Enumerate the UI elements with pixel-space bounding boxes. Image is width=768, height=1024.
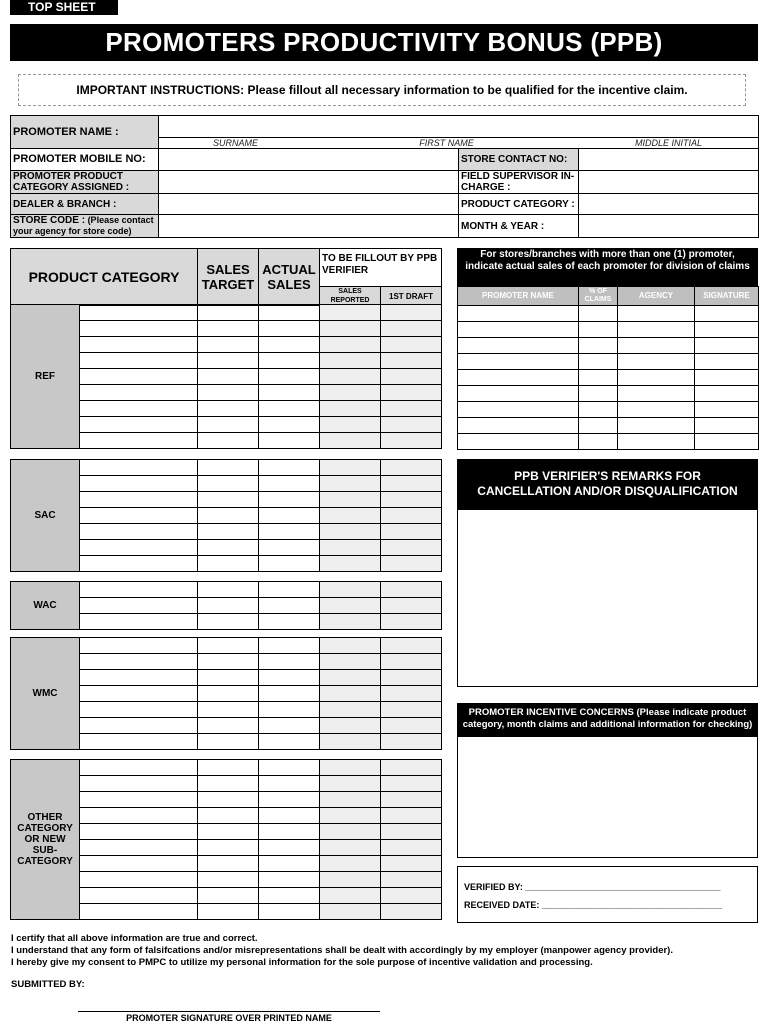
actual-sales-cell[interactable]: [259, 654, 320, 670]
table-row: [458, 386, 759, 402]
sub-category-cell[interactable]: [80, 776, 198, 792]
incentive-concerns-header: PROMOTER INCENTIVE CONCERNS (Please indicate product category, month claims and additional information for checking): [458, 704, 757, 737]
signature-line[interactable]: PROMOTER SIGNATURE OVER PRINTED NAME: [78, 1011, 380, 1023]
product-category-label: PRODUCT CATEGORY :: [459, 194, 579, 215]
claims-percent-cell[interactable]: [579, 338, 618, 354]
sales-target-cell[interactable]: [198, 401, 259, 417]
promoter-name-cell[interactable]: [458, 322, 579, 338]
sub-category-cell[interactable]: [80, 401, 198, 417]
actual-sales-cell[interactable]: [259, 718, 320, 734]
column-header: PROMOTER NAME: [458, 287, 579, 306]
agency-cell[interactable]: [618, 418, 695, 434]
column-header: % OF CLAIMS: [579, 287, 618, 306]
sub-category-cell[interactable]: [80, 638, 198, 654]
sub-category-cell[interactable]: [80, 614, 198, 630]
sub-category-cell[interactable]: [80, 582, 198, 598]
verifier-heading: TO BE FILLOUT BY PPB VERIFIER: [320, 249, 442, 287]
sales-target-cell[interactable]: [198, 460, 259, 476]
claims-percent-cell[interactable]: [579, 402, 618, 418]
promoter-name-cell[interactable]: [458, 386, 579, 402]
first-draft-cell[interactable]: [381, 824, 442, 840]
sales-target-heading: SALES TARGET: [198, 249, 259, 306]
signature-cell[interactable]: [695, 402, 759, 418]
sales-reported-heading: SALES REPORTED: [320, 287, 381, 306]
category-label: REF: [11, 305, 80, 449]
submitted-by-label: SUBMITTED BY:: [11, 979, 85, 990]
sales-target-cell[interactable]: [198, 888, 259, 904]
received-date-line[interactable]: RECEIVED DATE: ____________________________________: [464, 900, 723, 910]
sales-reported-cell[interactable]: [320, 417, 381, 433]
agency-cell[interactable]: [618, 354, 695, 370]
sales-target-cell[interactable]: [198, 718, 259, 734]
actual-sales-cell[interactable]: [259, 401, 320, 417]
actual-sales-cell[interactable]: [259, 492, 320, 508]
table-row: [458, 338, 759, 354]
sub-category-cell[interactable]: [80, 460, 198, 476]
sales-target-cell[interactable]: [198, 540, 259, 556]
actual-sales-cell[interactable]: [259, 904, 320, 920]
actual-sales-cell[interactable]: [259, 321, 320, 337]
category-label: WMC: [11, 638, 80, 750]
sales-reported-cell[interactable]: [320, 718, 381, 734]
sales-reported-cell[interactable]: [320, 433, 381, 449]
category-label: SAC: [11, 460, 80, 572]
certify-line: I hereby give my consent to PMPC to utilize my personal information for the sole purpose of incentive validation and processing.: [11, 957, 593, 968]
signature-cell[interactable]: [695, 418, 759, 434]
sales-target-cell[interactable]: [198, 492, 259, 508]
first-draft-cell[interactable]: [381, 856, 442, 872]
sub-category-cell[interactable]: [80, 654, 198, 670]
claims-percent-cell[interactable]: [579, 322, 618, 338]
dealer-branch-label: DEALER & BRANCH :: [11, 194, 159, 215]
category-group-table: [10, 304, 442, 449]
field-supervisor-field[interactable]: [579, 171, 759, 194]
signature-cell[interactable]: [695, 434, 759, 450]
store-contact-field[interactable]: [579, 149, 759, 171]
table-row: [458, 418, 759, 434]
sales-reported-cell[interactable]: [320, 460, 381, 476]
column-header: SIGNATURE: [695, 287, 759, 306]
actual-sales-cell[interactable]: [259, 686, 320, 702]
table-row: [458, 434, 759, 450]
sales-reported-cell[interactable]: [320, 888, 381, 904]
actual-sales-cell[interactable]: [259, 556, 320, 572]
sales-target-cell[interactable]: [198, 792, 259, 808]
table-row: [458, 306, 759, 322]
sales-target-cell[interactable]: [198, 598, 259, 614]
dealer-branch-field[interactable]: [159, 194, 459, 215]
sales-target-cell[interactable]: [198, 385, 259, 401]
top-sheet-label: TOP SHEET: [10, 0, 118, 15]
promoter-name-label: PROMOTER NAME :: [11, 116, 159, 149]
first-draft-cell[interactable]: [381, 476, 442, 492]
first-draft-heading: 1ST DRAFT: [381, 287, 442, 306]
first-draft-cell[interactable]: [381, 524, 442, 540]
first-draft-cell[interactable]: [381, 305, 442, 321]
sub-category-cell[interactable]: [80, 508, 198, 524]
sales-reported-cell[interactable]: [320, 508, 381, 524]
sales-reported-cell[interactable]: [320, 734, 381, 750]
claims-percent-cell[interactable]: [579, 418, 618, 434]
sub-category-cell[interactable]: [80, 808, 198, 824]
month-year-label: MONTH & YEAR :: [459, 215, 579, 238]
agency-cell[interactable]: [618, 402, 695, 418]
sub-category-cell[interactable]: [80, 734, 198, 750]
incentive-concerns-box[interactable]: [457, 703, 758, 858]
verifier-remarks-header: PPB VERIFIER'S REMARKS FOR CANCELLATION AND/OR DISQUALIFICATION: [458, 460, 757, 510]
sub-category-cell[interactable]: [80, 492, 198, 508]
first-draft-cell[interactable]: [381, 776, 442, 792]
sales-reported-cell[interactable]: [320, 524, 381, 540]
sales-target-cell[interactable]: [198, 582, 259, 598]
first-draft-cell[interactable]: [381, 417, 442, 433]
actual-sales-cell[interactable]: [259, 337, 320, 353]
table-row: [11, 582, 442, 598]
first-draft-cell[interactable]: [381, 385, 442, 401]
sub-category-cell[interactable]: [80, 417, 198, 433]
sales-reported-cell[interactable]: [320, 760, 381, 776]
sub-category-cell[interactable]: [80, 904, 198, 920]
table-row: [11, 760, 442, 776]
store-code-field[interactable]: [159, 215, 459, 238]
actual-sales-cell[interactable]: [259, 540, 320, 556]
sales-reported-cell[interactable]: [320, 840, 381, 856]
sales-target-cell[interactable]: [198, 508, 259, 524]
sub-category-cell[interactable]: [80, 792, 198, 808]
first-draft-cell[interactable]: [381, 582, 442, 598]
sub-category-cell[interactable]: [80, 872, 198, 888]
sales-reported-cell[interactable]: [320, 904, 381, 920]
first-draft-cell[interactable]: [381, 638, 442, 654]
sales-reported-cell[interactable]: [320, 792, 381, 808]
actual-sales-cell[interactable]: [259, 582, 320, 598]
month-year-field[interactable]: [579, 215, 759, 238]
verified-by-line[interactable]: VERIFIED BY: _______________________________________: [464, 882, 721, 892]
claims-percent-cell[interactable]: [579, 370, 618, 386]
actual-sales-cell[interactable]: [259, 888, 320, 904]
sales-reported-cell[interactable]: [320, 337, 381, 353]
actual-sales-cell[interactable]: [259, 369, 320, 385]
category-label: OTHER CATEGORY OR NEW SUB-CATEGORY: [11, 760, 80, 920]
first-draft-cell[interactable]: [381, 321, 442, 337]
sales-reported-cell[interactable]: [320, 353, 381, 369]
store-code-label: STORE CODE : (Please contact your agency for store code): [11, 215, 159, 238]
sub-category-cell[interactable]: [80, 540, 198, 556]
sales-reported-cell[interactable]: [320, 369, 381, 385]
sales-target-cell[interactable]: [198, 353, 259, 369]
surname-caption: SURNAME: [213, 138, 259, 148]
first-draft-cell[interactable]: [381, 401, 442, 417]
actual-sales-cell[interactable]: [259, 702, 320, 718]
first-draft-cell[interactable]: [381, 686, 442, 702]
sales-target-cell[interactable]: [198, 476, 259, 492]
page-title: PROMOTERS PRODUCTIVITY BONUS (PPB): [10, 24, 758, 61]
table-row: [458, 402, 759, 418]
claims-percent-cell[interactable]: [579, 386, 618, 402]
sales-reported-cell[interactable]: [320, 582, 381, 598]
actual-sales-cell[interactable]: [259, 508, 320, 524]
actual-sales-cell[interactable]: [259, 792, 320, 808]
sales-target-cell[interactable]: [198, 776, 259, 792]
promoter-name-cell[interactable]: [458, 402, 579, 418]
sales-target-cell[interactable]: [198, 433, 259, 449]
sales-reported-cell[interactable]: [320, 614, 381, 630]
sales-target-cell[interactable]: [198, 702, 259, 718]
sub-category-cell[interactable]: [80, 369, 198, 385]
category-group-table: [10, 759, 442, 920]
first-draft-cell[interactable]: [381, 654, 442, 670]
first-draft-cell[interactable]: [381, 492, 442, 508]
first-draft-cell[interactable]: [381, 760, 442, 776]
multi-promoter-table: [457, 286, 759, 450]
first-name-caption: FIRST NAME: [419, 138, 474, 148]
first-draft-cell[interactable]: [381, 369, 442, 385]
signature-cell[interactable]: [695, 338, 759, 354]
sales-target-cell[interactable]: [198, 556, 259, 572]
sub-category-cell[interactable]: [80, 353, 198, 369]
field-supervisor-label: FIELD SUPERVISOR IN-CHARGE :: [459, 171, 579, 194]
sub-category-cell[interactable]: [80, 305, 198, 321]
sub-category-cell[interactable]: [80, 385, 198, 401]
agency-cell[interactable]: [618, 370, 695, 386]
sales-reported-cell[interactable]: [320, 824, 381, 840]
first-draft-cell[interactable]: [381, 353, 442, 369]
sub-category-cell[interactable]: [80, 321, 198, 337]
actual-sales-cell[interactable]: [259, 840, 320, 856]
sales-reported-cell[interactable]: [320, 856, 381, 872]
actual-sales-cell[interactable]: [259, 808, 320, 824]
table-row: [11, 638, 442, 654]
sales-reported-cell[interactable]: [320, 476, 381, 492]
first-draft-cell[interactable]: [381, 888, 442, 904]
actual-sales-cell[interactable]: [259, 760, 320, 776]
sub-category-cell[interactable]: [80, 598, 198, 614]
sales-reported-cell[interactable]: [320, 686, 381, 702]
mobile-label: PROMOTER MOBILE NO:: [11, 149, 159, 171]
first-draft-cell[interactable]: [381, 598, 442, 614]
sub-category-cell[interactable]: [80, 856, 198, 872]
promoter-info-table: [10, 115, 759, 238]
sales-target-cell[interactable]: [198, 337, 259, 353]
category-header: [10, 248, 442, 306]
sub-category-cell[interactable]: [80, 760, 198, 776]
signature-cell[interactable]: [695, 354, 759, 370]
sales-reported-cell[interactable]: [320, 305, 381, 321]
sales-reported-cell[interactable]: [320, 638, 381, 654]
verifier-remarks-box[interactable]: [457, 459, 758, 687]
table-row: [11, 460, 442, 476]
category-assigned-field[interactable]: [159, 171, 459, 194]
sales-target-cell[interactable]: [198, 524, 259, 540]
signature-cell[interactable]: [695, 370, 759, 386]
category-group-table: [10, 581, 442, 630]
actual-sales-cell[interactable]: [259, 460, 320, 476]
sub-category-cell[interactable]: [80, 476, 198, 492]
certify-line: I certify that all above information are true and correct.: [11, 933, 258, 944]
important-instructions: IMPORTANT INSTRUCTIONS: Please fillout all necessary information to be qualified for the incentive claim.: [18, 74, 746, 106]
sub-category-cell[interactable]: [80, 686, 198, 702]
table-row: [458, 354, 759, 370]
sub-category-cell[interactable]: [80, 433, 198, 449]
sales-reported-cell[interactable]: [320, 385, 381, 401]
sub-category-cell[interactable]: [80, 888, 198, 904]
agency-cell[interactable]: [618, 306, 695, 322]
agency-cell[interactable]: [618, 322, 695, 338]
verification-box: [457, 866, 758, 923]
sales-target-cell[interactable]: [198, 872, 259, 888]
store-contact-label: STORE CONTACT NO:: [459, 149, 579, 171]
first-draft-cell[interactable]: [381, 808, 442, 824]
actual-sales-cell[interactable]: [259, 524, 320, 540]
first-draft-cell[interactable]: [381, 540, 442, 556]
mobile-field[interactable]: [159, 149, 459, 171]
table-row: [458, 370, 759, 386]
sales-target-cell[interactable]: [198, 305, 259, 321]
actual-sales-cell[interactable]: [259, 638, 320, 654]
sub-category-cell[interactable]: [80, 824, 198, 840]
multi-promoter-header: For stores/branches with more than one (1) promoter, indicate actual sales of each promoter for division of claims: [457, 248, 758, 286]
first-draft-cell[interactable]: [381, 670, 442, 686]
sales-target-cell[interactable]: [198, 638, 259, 654]
first-draft-cell[interactable]: [381, 718, 442, 734]
sales-target-cell[interactable]: [198, 824, 259, 840]
actual-sales-cell[interactable]: [259, 476, 320, 492]
actual-sales-cell[interactable]: [259, 385, 320, 401]
promoter-name-cell[interactable]: [458, 370, 579, 386]
sales-target-cell[interactable]: [198, 686, 259, 702]
actual-sales-cell[interactable]: [259, 433, 320, 449]
sales-reported-cell[interactable]: [320, 670, 381, 686]
first-draft-cell[interactable]: [381, 702, 442, 718]
agency-cell[interactable]: [618, 386, 695, 402]
sales-reported-cell[interactable]: [320, 654, 381, 670]
promoter-name-cell[interactable]: [458, 434, 579, 450]
category-assigned-label: PROMOTER PRODUCT CATEGORY ASSIGNED :: [11, 171, 159, 194]
sales-reported-cell[interactable]: [320, 556, 381, 572]
sales-target-cell[interactable]: [198, 614, 259, 630]
promoter-name-field[interactable]: [159, 116, 759, 138]
sales-target-cell[interactable]: [198, 417, 259, 433]
sales-reported-cell[interactable]: [320, 540, 381, 556]
first-draft-cell[interactable]: [381, 556, 442, 572]
sales-target-cell[interactable]: [198, 670, 259, 686]
first-draft-cell[interactable]: [381, 614, 442, 630]
sales-target-cell[interactable]: [198, 808, 259, 824]
first-draft-cell[interactable]: [381, 508, 442, 524]
actual-sales-cell[interactable]: [259, 824, 320, 840]
sub-category-cell[interactable]: [80, 524, 198, 540]
sales-reported-cell[interactable]: [320, 401, 381, 417]
sales-reported-cell[interactable]: [320, 492, 381, 508]
sub-category-cell[interactable]: [80, 702, 198, 718]
actual-sales-cell[interactable]: [259, 776, 320, 792]
promoter-name-cell[interactable]: [458, 418, 579, 434]
sales-target-cell[interactable]: [198, 840, 259, 856]
certification-text: [11, 933, 761, 969]
sales-reported-cell[interactable]: [320, 776, 381, 792]
signature-cell[interactable]: [695, 322, 759, 338]
certify-line: I understand that any form of falsifcations and/or misrepresentations shall be dealt with accordingly by my employer (manpower agency provider).: [11, 945, 673, 956]
sales-reported-cell[interactable]: [320, 321, 381, 337]
sub-category-cell[interactable]: [80, 337, 198, 353]
sales-reported-cell[interactable]: [320, 598, 381, 614]
agency-cell[interactable]: [618, 434, 695, 450]
actual-sales-cell[interactable]: [259, 734, 320, 750]
sub-category-cell[interactable]: [80, 840, 198, 856]
sales-reported-cell[interactable]: [320, 808, 381, 824]
actual-sales-cell[interactable]: [259, 305, 320, 321]
sales-target-cell[interactable]: [198, 369, 259, 385]
sales-target-cell[interactable]: [198, 321, 259, 337]
claims-percent-cell[interactable]: [579, 306, 618, 322]
agency-cell[interactable]: [618, 338, 695, 354]
product-category-heading: PRODUCT CATEGORY: [11, 249, 198, 306]
actual-sales-cell[interactable]: [259, 598, 320, 614]
first-draft-cell[interactable]: [381, 460, 442, 476]
actual-sales-heading: ACTUAL SALES: [259, 249, 320, 306]
actual-sales-cell[interactable]: [259, 614, 320, 630]
actual-sales-cell[interactable]: [259, 417, 320, 433]
sales-target-cell[interactable]: [198, 734, 259, 750]
sub-category-cell[interactable]: [80, 718, 198, 734]
table-row: [11, 305, 442, 321]
sales-target-cell[interactable]: [198, 856, 259, 872]
promoter-name-cell[interactable]: [458, 306, 579, 322]
sub-category-cell[interactable]: [80, 556, 198, 572]
first-draft-cell[interactable]: [381, 734, 442, 750]
column-header: AGENCY: [618, 287, 695, 306]
product-category-field[interactable]: [579, 194, 759, 215]
sales-target-cell[interactable]: [198, 654, 259, 670]
first-draft-cell[interactable]: [381, 792, 442, 808]
middle-initial-caption: MIDDLE INITIAL: [635, 138, 703, 148]
sales-reported-cell[interactable]: [320, 702, 381, 718]
category-group-table: [10, 637, 442, 750]
signature-cell[interactable]: [695, 386, 759, 402]
sales-reported-cell[interactable]: [320, 872, 381, 888]
table-row: [458, 322, 759, 338]
actual-sales-cell[interactable]: [259, 872, 320, 888]
category-label: WAC: [11, 582, 80, 630]
claims-percent-cell[interactable]: [579, 434, 618, 450]
category-group-table: [10, 459, 442, 572]
sub-category-cell[interactable]: [80, 670, 198, 686]
first-draft-cell[interactable]: [381, 840, 442, 856]
first-draft-cell[interactable]: [381, 872, 442, 888]
signature-cell[interactable]: [695, 306, 759, 322]
first-draft-cell[interactable]: [381, 337, 442, 353]
sales-target-cell[interactable]: [198, 760, 259, 776]
promoter-name-cell[interactable]: [458, 354, 579, 370]
first-draft-cell[interactable]: [381, 433, 442, 449]
sales-target-cell[interactable]: [198, 904, 259, 920]
first-draft-cell[interactable]: [381, 904, 442, 920]
actual-sales-cell[interactable]: [259, 670, 320, 686]
actual-sales-cell[interactable]: [259, 856, 320, 872]
claims-percent-cell[interactable]: [579, 354, 618, 370]
promoter-name-cell[interactable]: [458, 338, 579, 354]
actual-sales-cell[interactable]: [259, 353, 320, 369]
